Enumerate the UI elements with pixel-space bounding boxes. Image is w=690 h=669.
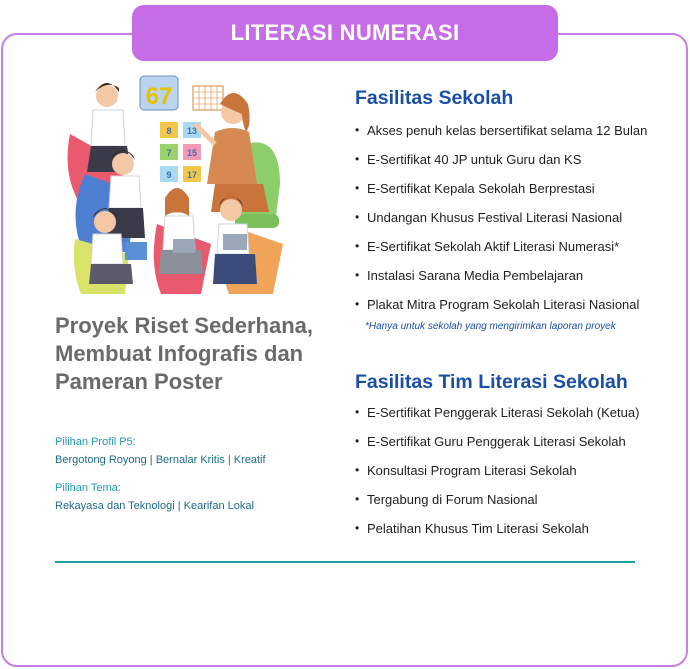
card-5: 9 xyxy=(166,170,172,180)
list-item: • Konsultasi Program Literasi Sekolah xyxy=(355,463,639,492)
banner-title: LITERASI NUMERASI xyxy=(132,5,558,61)
footnote: *Hanya untuk sekolah yang mengirimkan laporan proyek xyxy=(365,321,616,332)
project-title-line-1: Proyek Riset Sederhana, xyxy=(55,313,314,338)
list-item: • Tergabung di Forum Nasional xyxy=(355,492,639,521)
fasilitas-sekolah-list xyxy=(355,123,647,326)
divider xyxy=(55,561,635,563)
list-item: • E-Sertifikat Kepala Sekolah Berprestasi xyxy=(355,181,647,210)
theme-value: Rekayasa dan Teknologi | Kearifan Lokal xyxy=(55,500,254,512)
digits-label: 67 xyxy=(145,83,173,110)
list-item: • E-Sertifikat Penggerak Literasi Sekolah (Ketua) xyxy=(355,405,639,434)
list-item: • Undangan Khusus Festival Literasi Nasional xyxy=(355,210,647,239)
list-item: • Plakat Mitra Program Sekolah Literasi Nasional xyxy=(355,297,647,326)
list-item: • E-Sertifikat 40 JP untuk Guru dan KS xyxy=(355,152,647,181)
profile-value: Bergotong Royong | Bernalar Kritis | Kreatif xyxy=(55,454,266,466)
card-2: 13 xyxy=(186,126,198,136)
card-6: 17 xyxy=(186,170,198,180)
project-title-line-2: Membuat Infografis dan xyxy=(55,341,304,366)
fasilitas-tim-title: Fasilitas Tim Literasi Sekolah xyxy=(355,371,628,393)
profile-label: Pilihan Profil P5: xyxy=(55,436,136,448)
fasilitas-tim-list xyxy=(355,405,639,550)
list-item: • E-Sertifikat Sekolah Aktif Literasi Numerasi* xyxy=(355,239,647,268)
theme-label: Pilihan Tema: xyxy=(55,482,121,494)
card-3: 7 xyxy=(166,148,172,158)
list-item: • Pelatihan Khusus Tim Literasi Sekolah xyxy=(355,521,639,550)
list-item: • Instalasi Sarana Media Pembelajaran xyxy=(355,268,647,297)
list-item: • E-Sertifikat Guru Penggerak Literasi Sekolah xyxy=(355,434,639,463)
fasilitas-sekolah-title: Fasilitas Sekolah xyxy=(355,87,514,109)
project-title xyxy=(55,312,335,396)
card-4: 15 xyxy=(186,148,198,158)
classroom-illustration xyxy=(65,74,295,304)
list-item: • Akses penuh kelas bersertifikat selama 12 Bulan xyxy=(355,123,647,152)
card-1: 8 xyxy=(166,126,172,136)
project-title-line-3: Pameran Poster xyxy=(55,369,223,394)
